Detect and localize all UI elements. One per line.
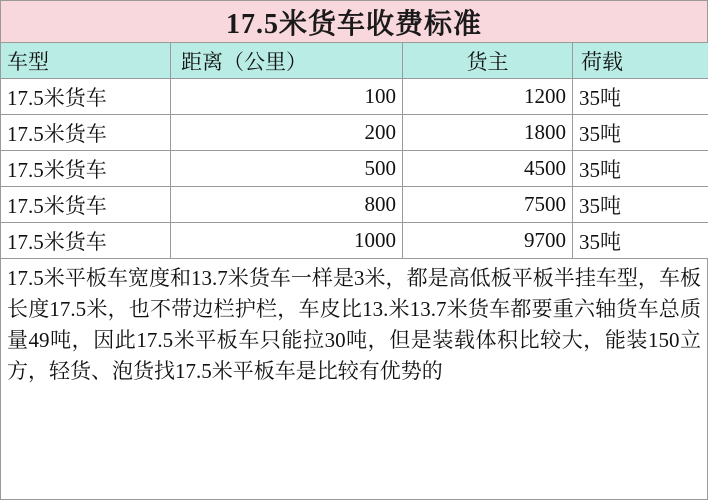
table-header-row (1, 43, 708, 79)
cell-load: 35吨 (573, 115, 708, 151)
cell-distance: 200 (171, 115, 403, 151)
cell-distance: 800 (171, 187, 403, 223)
table-row (1, 223, 708, 259)
column-header-cartype: 车型 (1, 43, 171, 79)
note-text: 17.5米平板车宽度和13.7米货车一样是3米，都是高低板平板半挂车型，车板长度17.5米，也不带边栏护栏，车皮比13.米13.7米货车都要重六轴货车总质量49吨，因此17.5米平板车只能拉30吨，但是装载体积比较大，能装150立方，轻货、泡货找17.5米平板车是比较有优势的 (7, 266, 701, 383)
cell-cartype: 17.5米货车 (1, 187, 171, 223)
cell-distance: 1000 (171, 223, 403, 259)
cell-load: 35吨 (573, 187, 708, 223)
cell-owner: 4500 (403, 151, 573, 187)
cell-distance: 100 (171, 79, 403, 115)
cell-owner: 1200 (403, 79, 573, 115)
cell-owner: 9700 (403, 223, 573, 259)
table-row (1, 187, 708, 223)
column-header-load: 荷载 (573, 43, 708, 79)
cell-owner: 7500 (403, 187, 573, 223)
column-header-distance: 距离（公里） (171, 43, 403, 79)
cell-cartype: 17.5米货车 (1, 223, 171, 259)
page-title: 17.5米货车收费标准 (225, 8, 482, 40)
title-row (0, 0, 708, 42)
column-header-owner: 货主 (403, 43, 573, 79)
cell-load: 35吨 (573, 223, 708, 259)
cell-cartype: 17.5米货车 (1, 151, 171, 187)
cell-owner: 1800 (403, 115, 573, 151)
pricing-table (0, 42, 708, 259)
cell-cartype: 17.5米货车 (1, 115, 171, 151)
table-row (1, 115, 708, 151)
cell-load: 35吨 (573, 151, 708, 187)
table-row (1, 79, 708, 115)
note-cell (0, 259, 708, 500)
table-row (1, 151, 708, 187)
cell-load: 35吨 (573, 79, 708, 115)
cell-cartype: 17.5米货车 (1, 79, 171, 115)
cell-distance: 500 (171, 151, 403, 187)
